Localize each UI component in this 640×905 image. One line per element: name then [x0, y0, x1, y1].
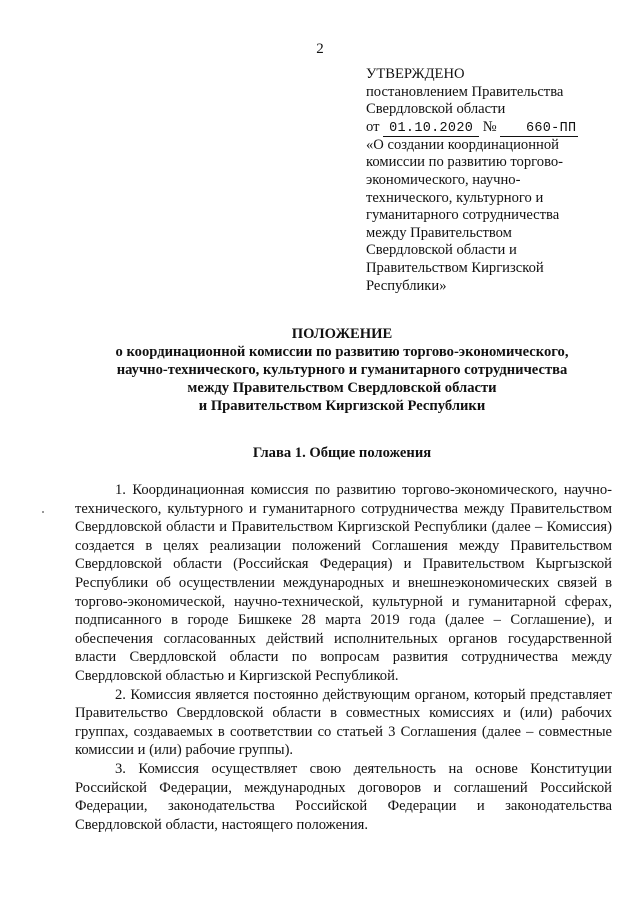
subject-line: Правительством Киргизской	[366, 259, 544, 276]
subject-line: комиссии по развитию торгово-	[366, 154, 564, 171]
approval-date: 01.10.2020	[383, 121, 479, 137]
subject-line: Свердловской области и	[366, 242, 517, 259]
approval-title: УТВЕРЖДЕНО	[366, 66, 465, 82]
approval-line-2: Свердловской области	[366, 101, 506, 118]
approval-date-row	[366, 119, 616, 137]
paragraph-2: 2. Комиссия является постоянно действующим органом, который представляет Правительство Свердловской области в совместных комиссиях и (или) рабочих группах, создаваемых в соответствии со статьей 3 Соглашения (далее – совместные комиссии и (или) рабочие группы).	[75, 686, 612, 759]
chapter-title: Глава 1. Общие положения	[252, 445, 432, 461]
subject-line: экономического, научно-	[366, 171, 521, 188]
document-title: ПОЛОЖЕНИЕ	[291, 326, 393, 342]
scan-speck	[42, 511, 44, 513]
number-sign: №	[482, 118, 497, 135]
heading-line: научно-технического, культурного и гуманитарного сотрудничества	[116, 362, 568, 378]
heading-line: о координационной комиссии по развитию торгово-экономического,	[115, 344, 569, 360]
paragraph-1: 1. Координационная комиссия по развитию торгово-экономического, научно-технического, культурного и гуманитарного сотрудничества между Правительством Свердловской области и Правительством Киргизской Республики (далее – Комиссия) создается в целях реализации положений Соглашения между Правительством Свердловской области (Российская Федерация) и Правительством Кыргызской Республики об осуществлении международных и внешнеэкономических связей в торгово-экономической, научно-технической, культурной и гуманитарной сферах, подписанного в городе Бишкеке 28 марта 2019 года (далее – Соглашение), и обеспечения согласованных действий исполнительных органов государственной власти Свердловской области по вопросам развития сотрудничества между Свердловской областью и Киргизской Республикой.	[75, 482, 612, 684]
subject-line: между Правительством	[366, 224, 512, 241]
document-heading	[60, 325, 624, 415]
subject-line: Республики»	[366, 277, 447, 294]
heading-line: и Правительством Киргизской Республики	[198, 398, 486, 414]
date-prefix: от	[366, 118, 380, 135]
subject-line: гуманитарного сотрудничества	[366, 207, 560, 224]
approval-number: 660-ПП	[500, 121, 578, 137]
subject-line: «О создании координационной	[366, 136, 559, 153]
page-number: 2	[316, 41, 324, 57]
approval-block	[366, 66, 616, 295]
body-text	[75, 481, 612, 834]
approval-line-1: постановлением Правительства	[366, 83, 564, 100]
heading-line: между Правительством Свердловской области	[187, 380, 497, 396]
paragraph-3: 3. Комиссия осуществляет свою деятельность на основе Конституции Российской Федерации, международных договоров и соглашений Российской Федерации, законодательства Российской Федерации и законодательства Свердловской области, настоящего положения.	[75, 760, 612, 833]
subject-line: технического, культурного и	[366, 189, 544, 206]
